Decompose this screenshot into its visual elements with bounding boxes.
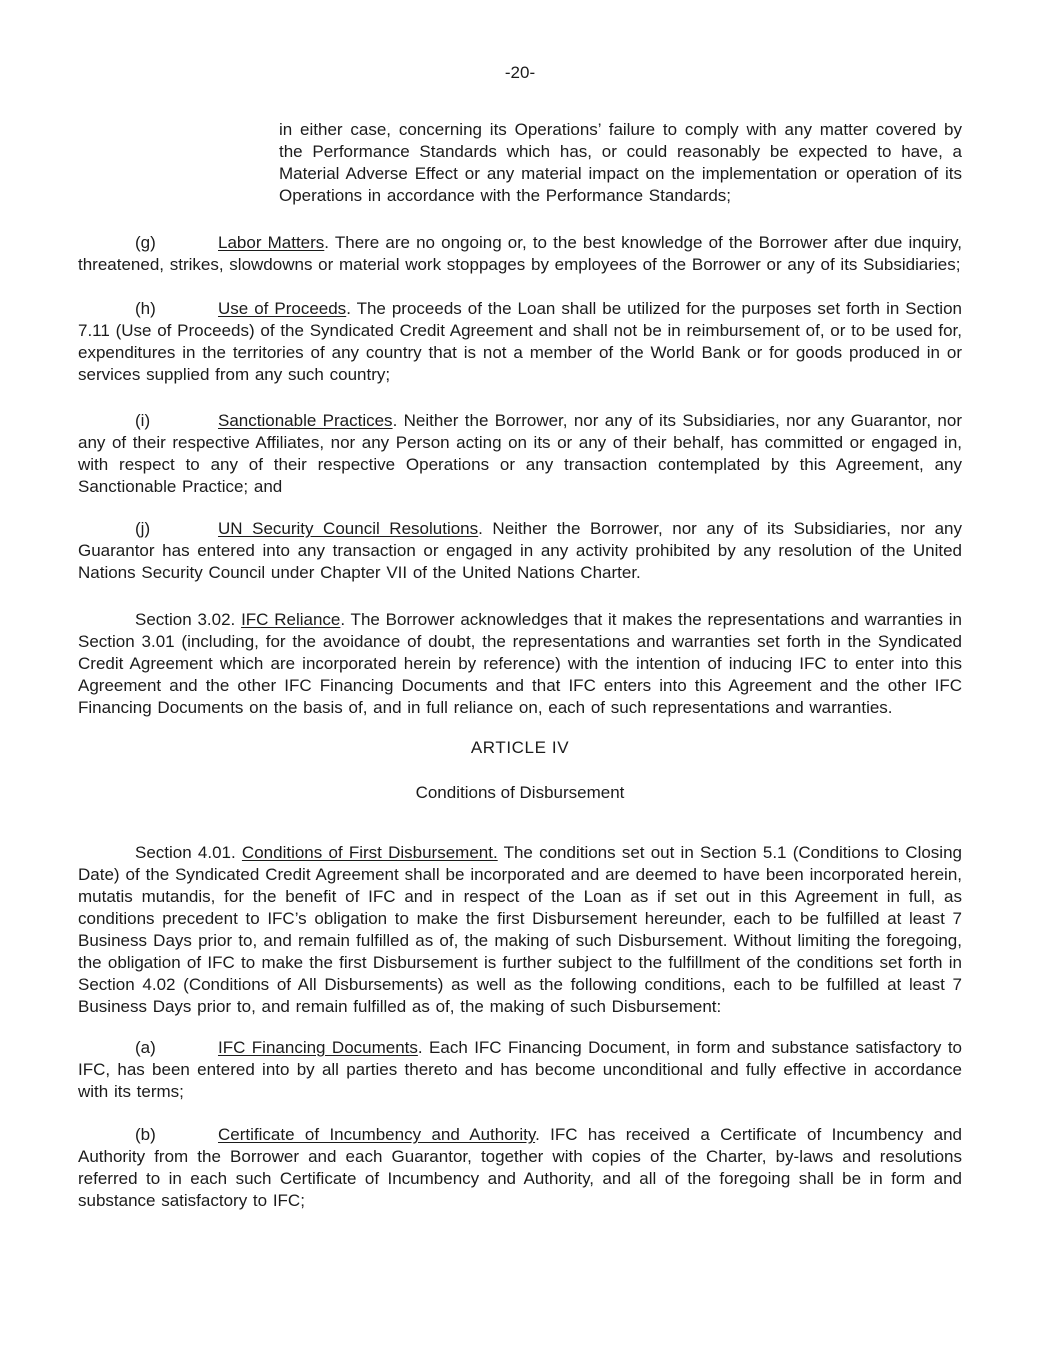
clause-h — [78, 298, 962, 386]
section-3-02 — [78, 609, 962, 719]
intro-continuation-paragraph: in either case, concerning its Operations’ failure to comply with any matter covered by the Performance Standards which has, or could reasonably be expected to have, a Material Adverse Effect or any material impact on the implementation or operation of its Operations in accordance with the Performance Standards; — [279, 120, 962, 205]
clause-g-label: (g) — [135, 233, 156, 252]
clause-i-label: (i) — [135, 411, 151, 430]
clause-a-body: . Each IFC Financing Document, in form and substance satisfactory to IFC, has been entered into by all parties thereto and has become unconditional and fully effective in accordance with its terms; — [78, 1038, 962, 1101]
clause-g-heading: Labor Matters — [218, 233, 325, 252]
clause-j-heading: UN Security Council Resolutions — [218, 519, 479, 538]
section-4-01-heading: Conditions of First Disbursement. — [241, 843, 498, 862]
clause-b-label: (b) — [135, 1125, 156, 1144]
clause-b — [78, 1124, 962, 1212]
clause-a — [78, 1037, 962, 1103]
clause-a-label: (a) — [135, 1038, 156, 1057]
clause-j-body: . Neither the Borrower, nor any of its Subsidiaries, nor any Guarantor has entered into any transaction or engaged in any activity prohibited by any resolution of the United Nations Security Council under Chapter VII of the United Nations Charter. — [78, 519, 962, 582]
clause-b-heading: Certificate of Incumbency and Authority — [218, 1125, 536, 1144]
section-4-01-lead: Section 4.01. — [135, 843, 242, 862]
clause-g — [78, 232, 962, 276]
section-3-02-body: . The Borrower acknowledges that it makes the representations and warranties in Section 3.01 (including, for the avoidance of doubt, the representations and warranties set forth in the Syndicated Credit Agreement which are incorporated herein by reference) with the intention of inducing IFC to enter into this Agreement and the other IFC Financing Documents and that IFC enters into this Agreement and the other IFC Financing Documents on the basis of, and in full reliance on, each of such representations and warranties. — [78, 610, 962, 717]
section-3-02-heading: IFC Reliance — [241, 610, 341, 629]
section-3-02-lead: Section 3.02. — [135, 610, 242, 629]
clause-j — [78, 518, 962, 584]
section-4-01-body: The conditions set out in Section 5.1 (Conditions to Closing Date) of the Syndicated Credit Agreement shall be incorporated and are deemed to have been incorporated herein, mutatis mutandis, for the benefit of IFC and in respect of the Loan as if set out in this Agreement in full, as conditions precedent to IFC’s obligation to make the first Disbursement hereunder, each to be fulfilled at least 7 Business Days prior to, and remain fulfilled as of, the making of such Disbursement. Without limiting the foregoing, the obligation of IFC to make the first Disbursement is further subject to the fulfillment of the conditions set forth in Section 4.02 (Conditions of All Disbursements) as well as the following conditions, each to be fulfilled at least 7 Business Days prior to, and remain fulfilled as of, the making of such Disbursement: — [78, 843, 962, 1016]
clause-g-body: . There are no ongoing or, to the best knowledge of the Borrower after due inquiry, threatened, strikes, slowdowns or material work stoppages by employees of the Borrower or any of its Subsidiaries; — [78, 233, 962, 274]
clause-i-heading: Sanctionable Practices — [218, 411, 393, 430]
clause-i — [78, 410, 962, 498]
clause-i-body: . Neither the Borrower, nor any of its Subsidiaries, nor any Guarantor, nor any of their respective Affiliates, nor any Person acting on its or any of their behalf, has committed or engaged in, with respect to any of their respective Operations or any transaction contemplated by this Agreement, any Sanctionable Practice; and — [78, 411, 962, 496]
clause-h-label: (h) — [135, 299, 156, 318]
section-4-01 — [78, 842, 962, 1018]
clause-j-label: (j) — [135, 519, 151, 538]
clause-h-heading: Use of Proceeds — [218, 299, 347, 318]
article-iv-title: ARTICLE IV — [470, 738, 570, 757]
article-iv-subtitle: Conditions of Disbursement — [415, 783, 625, 802]
clause-a-heading: IFC Financing Documents — [218, 1038, 418, 1057]
page-number: -20- — [504, 63, 536, 82]
clause-h-body: . The proceeds of the Loan shall be utilized for the purposes set forth in Section 7.11 (Use of Proceeds) of the Syndicated Credit Agreement and shall not be in reimbursement of, or to be used for, expenditures in the territories of any country that is not a member of the World Bank or for goods produced in or services supplied from any such country; — [78, 299, 962, 384]
clause-b-body: . IFC has received a Certificate of Incumbency and Authority from the Borrower and each Guarantor, together with copies of the Charter, by-laws and resolutions referred to in each such Certificate of Incumbency and Authority, and all of the foregoing shall be in form and substance satisfactory to IFC; — [78, 1125, 962, 1210]
